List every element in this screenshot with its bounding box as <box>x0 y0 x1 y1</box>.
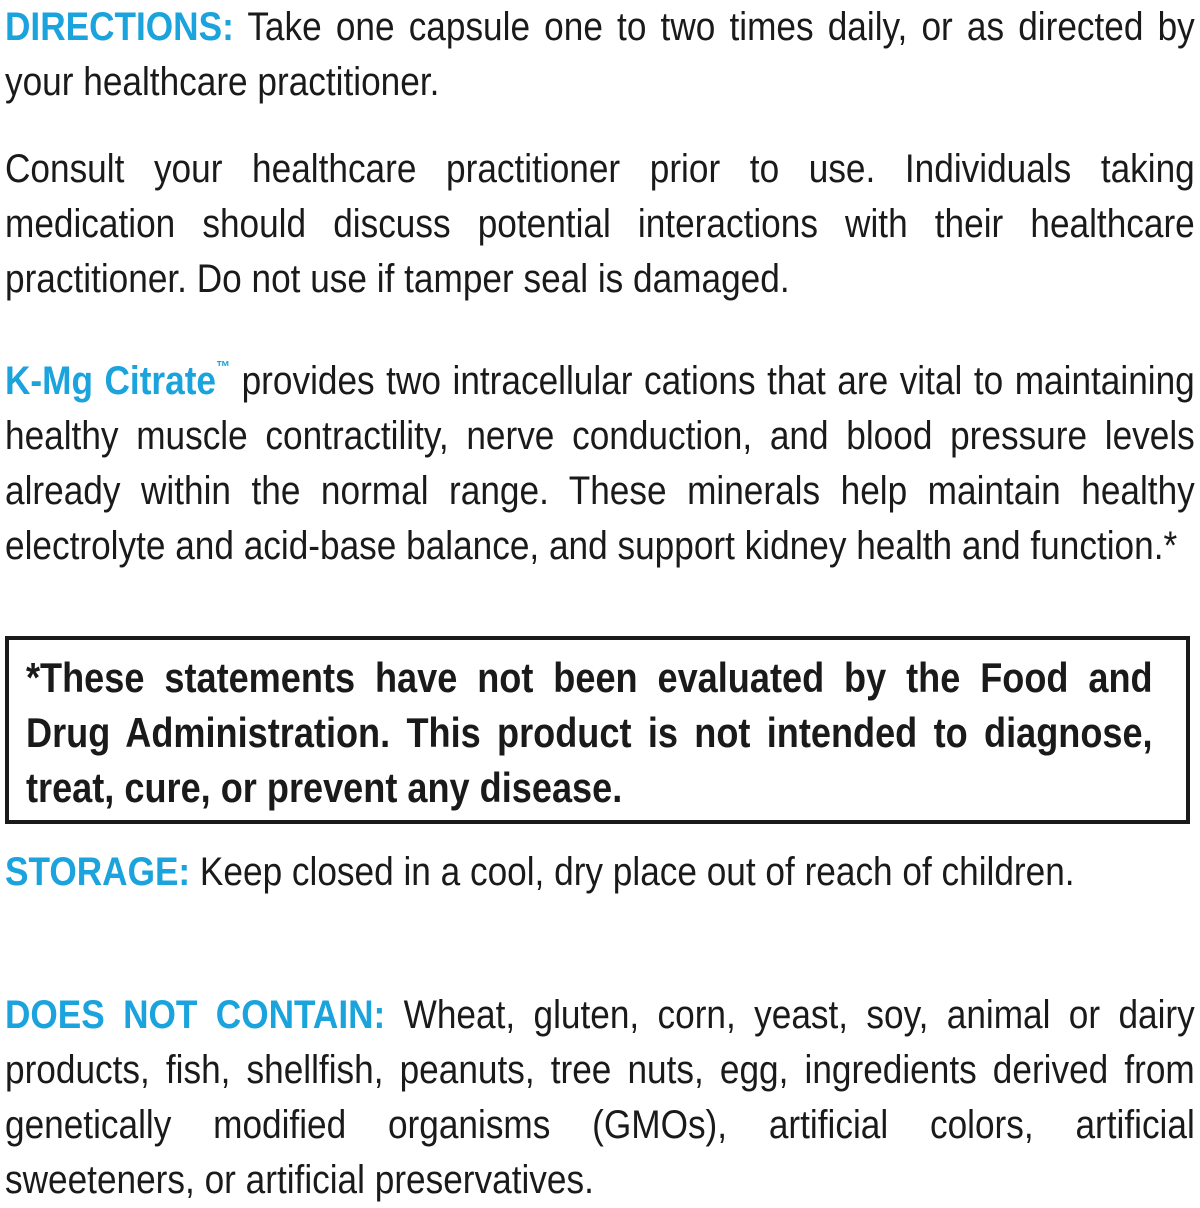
consult-paragraph <box>5 142 1195 307</box>
product-description-text: provides two intracellular cations that are vital to maintaining healthy muscle contractility, nerve conduction, and blood pressure levels already within the normal range. These minerals help maintain healthy electrolyte and acid-base balance, and support kidney health and function.* <box>5 359 1195 568</box>
directions-text: Take one capsule one to two times daily, or as directed by your healthcare practitioner. <box>5 5 1195 104</box>
does-not-contain-heading: DOES NOT CONTAIN: <box>5 993 386 1037</box>
fda-disclaimer-text: *These statements have not been evaluated by the Food and Drug Administration. This product is not intended to diagnose, treat, cure, or prevent any disease. <box>26 654 1153 811</box>
storage-paragraph <box>5 845 1195 900</box>
does-not-contain-paragraph <box>5 988 1195 1208</box>
consult-text: Consult your healthcare practitioner prior to use. Individuals taking medication should discuss potential interactions with their healthcare practitioner. Do not use if tamper seal is damaged. <box>5 147 1195 301</box>
does-not-contain-text: Wheat, gluten, corn, yeast, soy, animal or dairy products, fish, shellfish, peanuts, tree nuts, egg, ingredients derived from genetically modified organisms (GMOs), artificial colors, artificial sweeteners, or artificial preservatives. <box>5 993 1195 1202</box>
storage-heading: STORAGE: <box>5 850 191 894</box>
storage-text: Keep closed in a cool, dry place out of reach of children. <box>199 850 1075 894</box>
directions-paragraph <box>5 0 1195 110</box>
fda-disclaimer-box <box>5 636 1190 824</box>
directions-heading: DIRECTIONS: <box>5 5 234 49</box>
trademark-symbol: ™ <box>215 359 231 376</box>
product-name: K-Mg Citrate <box>5 359 216 403</box>
product-description-paragraph <box>5 340 1195 574</box>
